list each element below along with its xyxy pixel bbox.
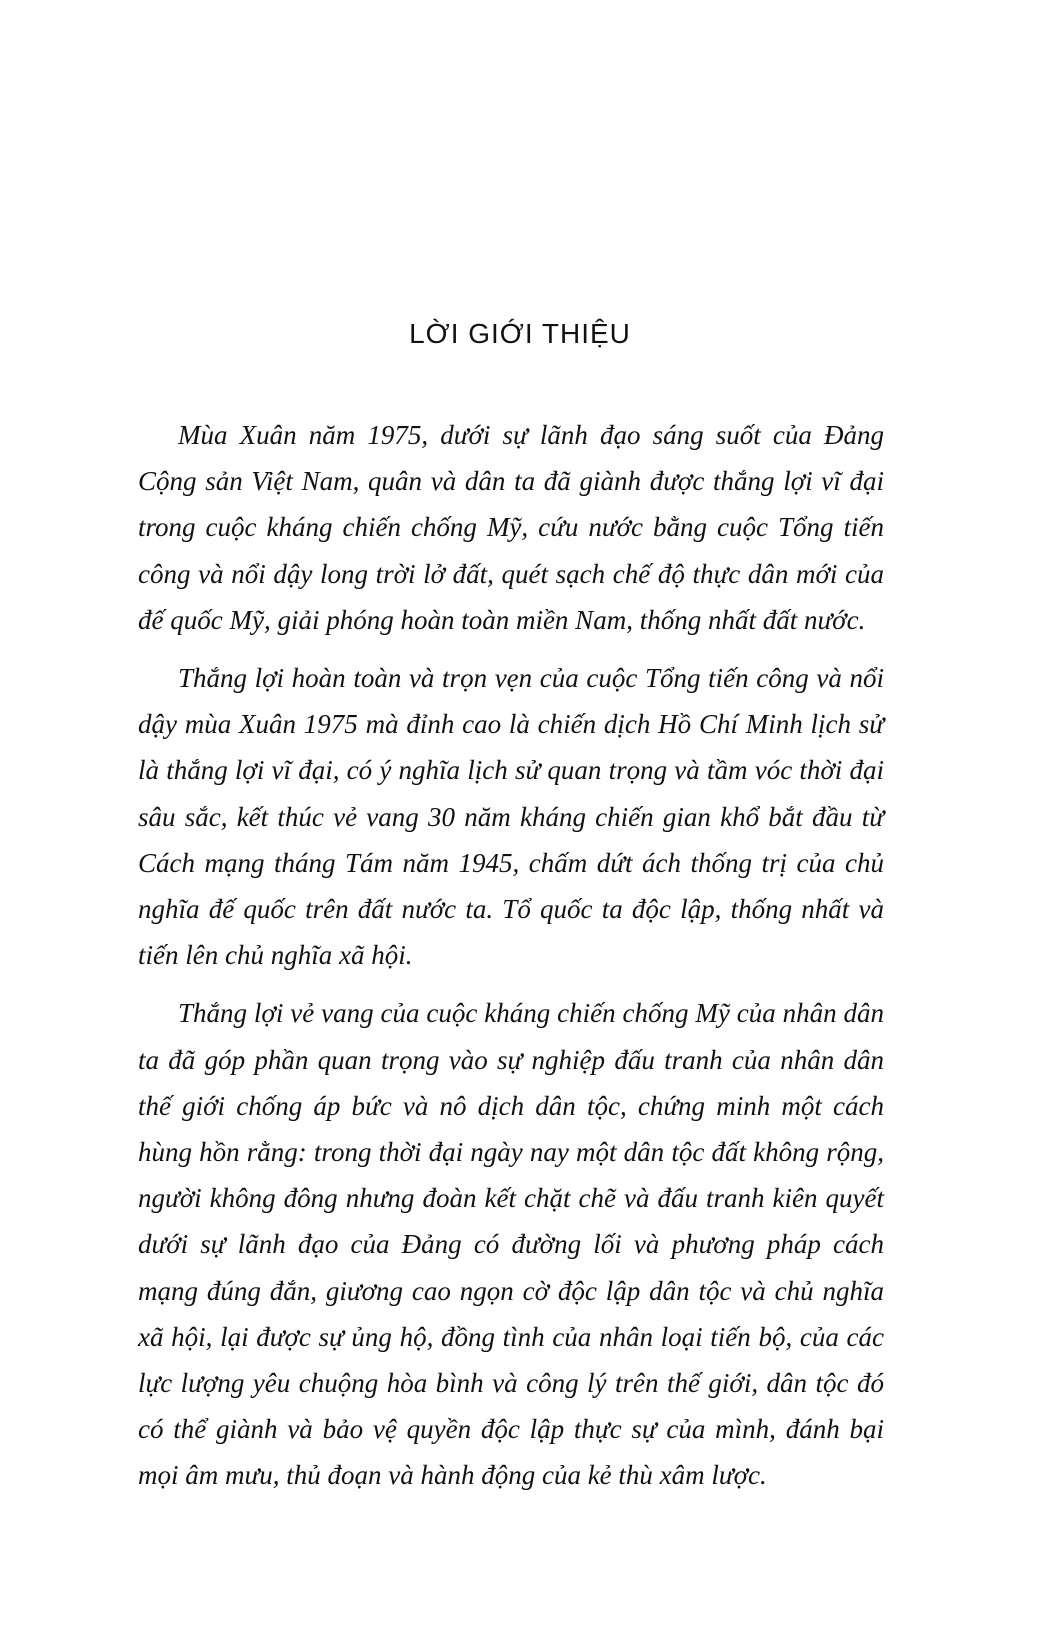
introduction-body bbox=[138, 412, 884, 1511]
paragraph-3: Thắng lợi vẻ vang của cuộc kháng chiến chống Mỹ của nhân dân ta đã góp phần quan trọng vào sự nghiệp đấu tranh của nhân dân thế giới chống áp bức và nô dịch dân tộc, chứng minh một cách hùng hồn rằng: trong thời đại ngày nay một dân tộc đất không rộng, người không đông nhưng đoàn kết chặt chẽ và đấu tranh kiên quyết dưới sự lãnh đạo của Đảng có đường lối và phương pháp cách mạng đúng đắn, giương cao ngọn cờ độc lập dân tộc và chủ nghĩa xã hội, lại được sự ủng hộ, đồng tình của nhân loại tiến bộ, của các lực lượng yêu chuộng hòa bình và công lý trên thế giới, dân tộc đó có thể giành và bảo vệ quyền độc lập thực sự của mình, đánh bại mọi âm mưu, thủ đoạn và hành động của kẻ thù xâm lược. bbox=[138, 998, 884, 1491]
page-title: LỜI GIỚI THIỆU bbox=[409, 318, 631, 349]
paragraph-2: Thắng lợi hoàn toàn và trọn vẹn của cuộc Tổng tiến công và nổi dậy mùa Xuân 1975 mà đỉnh cao là chiến dịch Hồ Chí Minh lịch sử là thắng lợi vĩ đại, có ý nghĩa lịch sử quan trọng và tầm vóc thời đại sâu sắc, kết thúc vẻ vang 30 năm kháng chiến gian khổ bắt đầu từ Cách mạng tháng Tám năm 1945, chấm dứt ách thống trị của chủ nghĩa đế quốc trên đất nước ta. Tổ quốc ta độc lập, thống nhất và tiến lên chủ nghĩa xã hội. bbox=[138, 663, 884, 971]
paragraph-1: Mùa Xuân năm 1975, dưới sự lãnh đạo sáng suốt của Đảng Cộng sản Việt Nam, quân và dân ta đã giành được thắng lợi vĩ đại trong cuộc kháng chiến chống Mỹ, cứu nước bằng cuộc Tổng tiến công và nổi dậy long trời lở đất, quét sạch chế độ thực dân mới của đế quốc Mỹ, giải phóng hoàn toàn miền Nam, thống nhất đất nước. bbox=[138, 420, 884, 635]
